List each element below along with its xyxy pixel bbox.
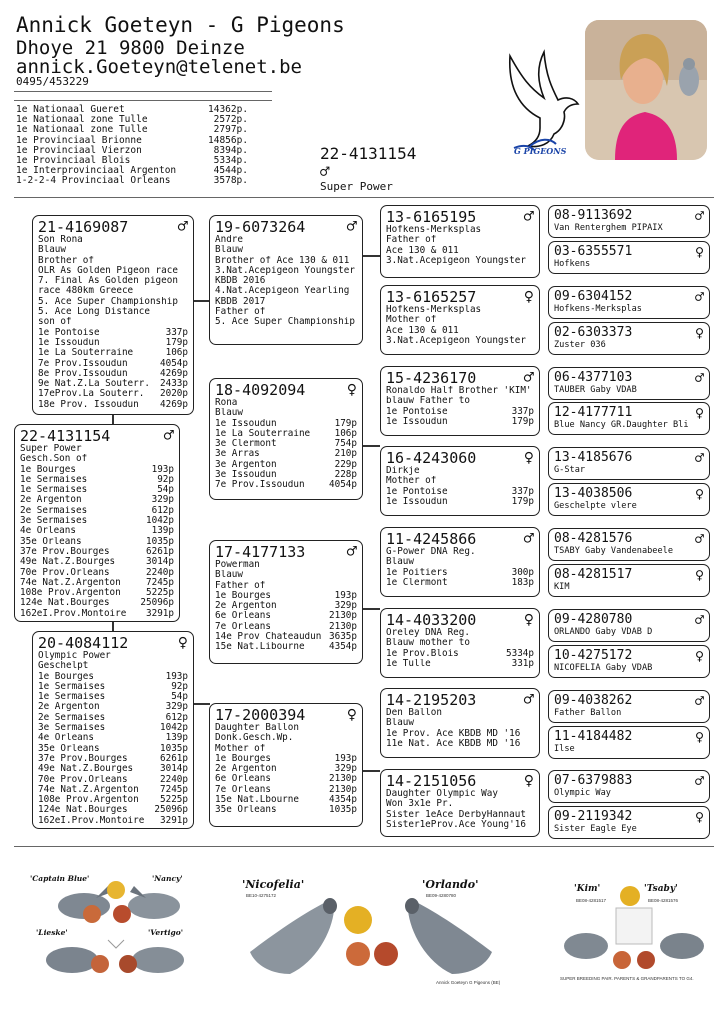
male-symbol-icon: ♂ — [523, 207, 534, 227]
connector-line — [112, 414, 114, 424]
female-symbol-icon: ♀ — [694, 485, 704, 503]
pedigree-card-ancestor[interactable] — [548, 645, 710, 678]
ring-number: 14-4033200 — [386, 611, 477, 629]
female-symbol-icon: ♀ — [694, 728, 704, 746]
bird-label: 'Vertigo' — [148, 928, 184, 937]
pedigree-card-ancestor[interactable] — [548, 241, 710, 274]
connector-line — [362, 770, 380, 772]
pedigree-card-granddam[interactable]: 18-4092094 ♀ Rona Blauw 1e Issoudun 179p 1e La Souterraine 106p 3e Clermont 754p 3e Arras 210p 3e Argenton 229p 3e Issoudun 228p 7e Prov.Issoudun 4054p — [209, 378, 363, 500]
bird-label: 'Nancy' — [152, 874, 183, 883]
pedigree-card-great-grandparent[interactable]: 11-4245866 ♂ G-Power DNA Reg. Blauw 1e Poitiers 300p 1e Clermont 183p — [380, 527, 540, 597]
pedigree-card-ancestor[interactable] — [548, 367, 710, 400]
bird-label: 'Kim' — [574, 884, 601, 894]
male-symbol-icon: ♂ — [694, 611, 704, 629]
female-symbol-icon: ♀ — [694, 324, 704, 342]
breeding-pair-photo-panel — [236, 862, 506, 990]
connector-line — [362, 445, 380, 447]
pedigree-card-ancestor[interactable] — [548, 726, 710, 759]
ancestor-info: KIM — [554, 582, 570, 592]
header-rule — [14, 91, 272, 92]
ring-number: 14-2151056 — [386, 772, 477, 790]
female-symbol-icon: ♀ — [523, 448, 534, 468]
ancestor-info: Hofkens — [554, 259, 591, 269]
female-symbol-icon: ♀ — [523, 287, 534, 307]
pedigree-card-dam[interactable]: 20-4084112 ♀ Olympic Power Geschelpt 1e Bourges 193p 1e Sermaises 92p 1e Sermaises 54p 2e Argenton 329p 2e Sermaises 612p 3e Sermaises 1042p 4e Orleans 139p 35e Orleans 1035p 37e Prov.Bourges 6261p 49e Nat.Z.Bourges 3014p 70e Prov.Orleans 2240p 74e Nat.Z.Argenton 7245p 108e Prov.Argenton 5225p 124e Nat.Bourges 25096p 162eI.Prov.Montoire 3291p — [32, 631, 194, 829]
male-symbol-icon: ♂ — [694, 772, 704, 790]
ring-number: 06-4377103 — [554, 370, 633, 385]
ancestor-info: Zuster 036 — [554, 340, 606, 350]
ring-number: 09-4280780 — [554, 612, 633, 627]
super-breeding-pair-panel — [556, 862, 712, 990]
male-symbol-icon: ♂ — [694, 207, 704, 225]
pedigree-card-ancestor[interactable] — [548, 205, 710, 238]
ring-number: 21-4169087 — [38, 218, 129, 236]
result-row: 1e Interprovinciaal Argenton 4544p. — [16, 165, 248, 177]
male-symbol-icon: ♂ — [320, 162, 330, 181]
ring-number: 02-6303373 — [554, 325, 633, 340]
ring-number: 08-4281517 — [554, 567, 633, 582]
result-row: 1e Provinciaal Vierzon 8394p. — [16, 144, 248, 156]
pedigree-card-ancestor[interactable] — [548, 564, 710, 597]
section-rule — [14, 197, 714, 198]
owner-name: Annick Goeteyn - G Pigeons — [16, 13, 345, 37]
male-symbol-icon: ♂ — [177, 217, 188, 237]
bird-label: 'Lieske' — [36, 928, 68, 937]
pedigree-card-great-grandparent[interactable]: 16-4243060 ♀ Dirkje Mother of 1e Pontoise 337p 1e Issoudun 179p — [380, 446, 540, 516]
result-row: 1e Provinciaal Brionne 14856p. — [16, 134, 249, 146]
g-pigeons-logo — [500, 48, 582, 160]
owner-phone: 0495/453229 — [16, 75, 89, 88]
owner-address: Dhoye 21 9800 Deinze — [16, 37, 245, 59]
main-bird-ring: 22-4131154 — [320, 144, 417, 163]
female-symbol-icon: ♀ — [694, 404, 704, 422]
ring-number: 17-2000394 — [215, 706, 306, 724]
connector-line — [362, 255, 380, 257]
ring-number: 22-4131154 — [20, 427, 111, 445]
pedigree-card-granddam[interactable]: 17-2000394 ♀ Daughter Ballon Donk.Gesch.Wp. Mother of 1e Bourges 193p 2e Argenton 329p 6e Orleans 2130p 7e Orleans 2130p 15e Nat.Lbourne 4354p 35e Orleans 1035p — [209, 703, 363, 827]
ring-caption: BE10-4275172 — [246, 893, 277, 898]
pedigree-card-ancestor[interactable] — [548, 322, 710, 355]
ring-caption: BE08-4281517 — [576, 898, 607, 903]
ancestors-photo-panel-left — [26, 862, 196, 990]
ring-number: 13-6165257 — [386, 288, 477, 306]
ancestor-info: Father Ballon — [554, 708, 622, 718]
pedigree-card-great-grandparent[interactable]: 14-4033200 ♀ Oreley DNA Reg. Blauw mother to 1e Prov.Blois 5334p 1e Tulle 331p — [380, 608, 540, 678]
ring-number: 16-4243060 — [386, 449, 477, 467]
result-row: 1-2-2-4 Provinciaal Orleans 3578p. — [16, 175, 248, 187]
pedigree-card-main[interactable]: 22-4131154 ♂ Super Power Gesch.Son of 1e Bourges 193p 1e Sermaises 92p 1e Sermaises 54p 2e Argenton 329p 2e Sermaises 612p 3e Sermaises 1042p 4e Orleans 139p 35e Orleans 1035p 37e Prov.Bourges 6261p 49e Nat.Z.Bourges 3014p 70e Prov.Orleans 2240p 74e Nat.Z.Argenton 7245p 108e Prov.Argenton 5225p 124e Nat.Bourges 25096p 162eI.Prov.Montoire 3291p — [14, 424, 180, 622]
pedigree-card-ancestor[interactable] — [548, 806, 710, 839]
pedigree-card-great-grandparent[interactable]: 14-2151056 ♀ Daughter Olympic Way Won 3x1e Pr. Sister 1eAce DerbyHannaut Sister1eProv.Ace Young'16 — [380, 769, 540, 837]
ancestor-info: NICOFELIA Gaby VDAB — [554, 663, 653, 673]
ancestor-info: ORLANDO Gaby VDAB D — [554, 627, 653, 637]
female-symbol-icon: ♀ — [346, 380, 357, 400]
female-symbol-icon: ♀ — [694, 647, 704, 665]
results-table — [16, 105, 248, 187]
male-symbol-icon: ♂ — [694, 530, 704, 548]
female-symbol-icon: ♀ — [177, 633, 188, 653]
female-symbol-icon: ♀ — [346, 705, 357, 725]
ring-number: 17-4177133 — [215, 543, 306, 561]
main-bird-name: Super Power — [320, 180, 393, 193]
ring-number: 09-6304152 — [554, 289, 633, 304]
bird-label: 'Tsaby' — [644, 884, 678, 894]
ring-number: 13-4185676 — [554, 450, 633, 465]
ring-number: 12-4177711 — [554, 405, 633, 420]
ancestor-info: TSABY Gaby Vandenabeele — [554, 546, 673, 556]
bird-label: 'Orlando' — [422, 878, 479, 891]
pedigree-card-ancestor[interactable] — [548, 402, 710, 435]
ancestor-info: Hofkens-Merksplas — [554, 304, 642, 314]
pedigree-card-great-grandparent[interactable]: 14-2195203 ♂ Den Ballon Blauw 1e Prov. Ace KBDB MD '16 11e Nat. Ace KBDB MD '16 — [380, 688, 540, 758]
ring-number: 08-4281576 — [554, 531, 633, 546]
ancestor-info: Geschelpte vlere — [554, 501, 637, 511]
female-symbol-icon: ♀ — [694, 566, 704, 584]
pedigree-card-ancestor[interactable] — [548, 286, 710, 319]
female-symbol-icon: ♀ — [694, 808, 704, 826]
owner-photo — [585, 20, 707, 160]
male-symbol-icon: ♂ — [694, 288, 704, 306]
pedigree-card-grandsire[interactable]: 19-6073264 ♂ Andre Blauw Brother of Ace 130 & 011 3.Nat.Acepigeon Youngster KBDB 2016 4.Nat.Acepigeon Yearling KBDB 2017 Father of 5. Ace Super Championship — [209, 215, 363, 345]
bird-label: 'Nicofelia' — [242, 878, 305, 891]
panel-caption: Annick Goeteyn G Pigeons (BE) — [436, 980, 501, 985]
connector-line — [362, 608, 380, 610]
ring-number: 08-9113692 — [554, 208, 633, 223]
result-row: 1e Nationaal Gueret 14362p. — [16, 104, 249, 115]
ancestor-info: Olympic Way — [554, 788, 611, 798]
result-row: 1e Nationaal zone Tulle 2572p. — [16, 114, 248, 126]
connector-line — [193, 300, 210, 302]
male-symbol-icon: ♂ — [523, 690, 534, 710]
male-symbol-icon: ♂ — [523, 529, 534, 549]
ring-number: 11-4184482 — [554, 729, 633, 744]
male-symbol-icon: ♂ — [346, 217, 357, 237]
ancestor-info: Van Renterghem PIPAIX — [554, 223, 663, 233]
ring-caption: BE08-4281576 — [648, 898, 679, 903]
male-symbol-icon: ♂ — [163, 426, 174, 446]
ring-number: 10-4275172 — [554, 648, 633, 663]
pedigree-card-ancestor[interactable] — [548, 609, 710, 642]
footer-rule — [14, 846, 714, 847]
ring-number: 19-6073264 — [215, 218, 306, 236]
pedigree-card-grandsire[interactable]: 17-4177133 ♂ Powerman Blauw Father of 1e Bourges 193p 2e Argenton 329p 6e Orleans 2130p 7e Orleans 2130p 14e Prov Chateaudun 3635p 15e Nat.Libourne 4354p — [209, 540, 363, 664]
ring-number: 20-4084112 — [38, 634, 129, 652]
female-symbol-icon: ♀ — [523, 610, 534, 630]
connector-line — [193, 703, 210, 705]
ring-number: 13-6165195 — [386, 208, 477, 226]
male-symbol-icon: ♂ — [694, 692, 704, 710]
ring-number: 13-4038506 — [554, 486, 633, 501]
logo-text: G PIGEONS — [514, 146, 567, 156]
pedigree-card-great-grandparent[interactable]: 13-6165195 ♂ Hofkens-Merksplas Father of Ace 130 & 011 3.Nat.Acepigeon Youngster — [380, 205, 540, 278]
ring-number: 09-2119342 — [554, 809, 633, 824]
pedigree-card-sire[interactable]: 21-4169087 ♂ Son Rona Blauw Brother of OLR As Golden Pigeon race 7. Final As Golden pigeon race 480km Greece 5. Ace Super Championship 5. Ace Long Distance son of 1e Pontoise 337p 1e Issoudun 179p 1e La Souterraine 106p 7e Prov.Issoudun 4054p 8e Prov.Issoudun 4269p 9e Nat.Z.La Souterr. 2433p 17eProv.La Souterr. 2020p 18e Prov. Issoudun 4269p — [32, 215, 194, 415]
pedigree-card-ancestor[interactable] — [548, 447, 710, 480]
male-symbol-icon: ♂ — [694, 369, 704, 387]
female-symbol-icon: ♀ — [694, 243, 704, 261]
result-row: 1e Provinciaal Blois 5334p. — [16, 155, 248, 167]
result-row: 1e Nationaal zone Tulle 2797p. — [16, 124, 248, 136]
ancestor-info: TAUBER Gaby VDAB — [554, 385, 637, 395]
ring-number: 07-6379883 — [554, 773, 633, 788]
ring-number: 09-4038262 — [554, 693, 633, 708]
ring-number: 18-4092094 — [215, 381, 306, 399]
pedigree-card-ancestor[interactable] — [548, 770, 710, 803]
pedigree-card-ancestor[interactable] — [548, 483, 710, 516]
ring-number: 11-4245866 — [386, 530, 477, 548]
pedigree-card-great-grandparent[interactable]: 15-4236170 ♂ Ronaldo Half Brother 'KIM' blauw Father to 1e Pontoise 337p 1e Issoudun 179p — [380, 366, 540, 436]
bird-label: 'Captain Blue' — [30, 874, 90, 883]
female-symbol-icon: ♀ — [523, 771, 534, 791]
pedigree-card-ancestor[interactable] — [548, 690, 710, 723]
ring-number: 15-4236170 — [386, 369, 477, 387]
ring-caption: BE09-4280780 — [426, 893, 457, 898]
male-symbol-icon: ♂ — [694, 449, 704, 467]
ancestor-info: Sister Eagle Eye — [554, 824, 637, 834]
ancestor-info: Blue Nancy GR.Daughter Bli — [554, 420, 689, 430]
owner-email[interactable]: annick.Goeteyn@telenet.be — [16, 56, 302, 78]
ring-number: 03-6355571 — [554, 244, 633, 259]
pedigree-card-great-grandparent[interactable]: 13-6165257 ♀ Hofkens-Merksplas Mother of Ace 130 & 011 3.Nat.Acepigeon Youngster — [380, 285, 540, 355]
ancestor-info: Ilse — [554, 744, 575, 754]
results-top-rule — [14, 100, 272, 101]
panel-caption: SUPER BREEDING PAIR. PARENTS & GRANDPARENTS TO G4. — [560, 976, 694, 981]
pedigree-card-ancestor[interactable] — [548, 528, 710, 561]
male-symbol-icon: ♂ — [523, 368, 534, 388]
ring-number: 14-2195203 — [386, 691, 477, 709]
ancestor-info: G-Star — [554, 465, 586, 475]
male-symbol-icon: ♂ — [346, 542, 357, 562]
